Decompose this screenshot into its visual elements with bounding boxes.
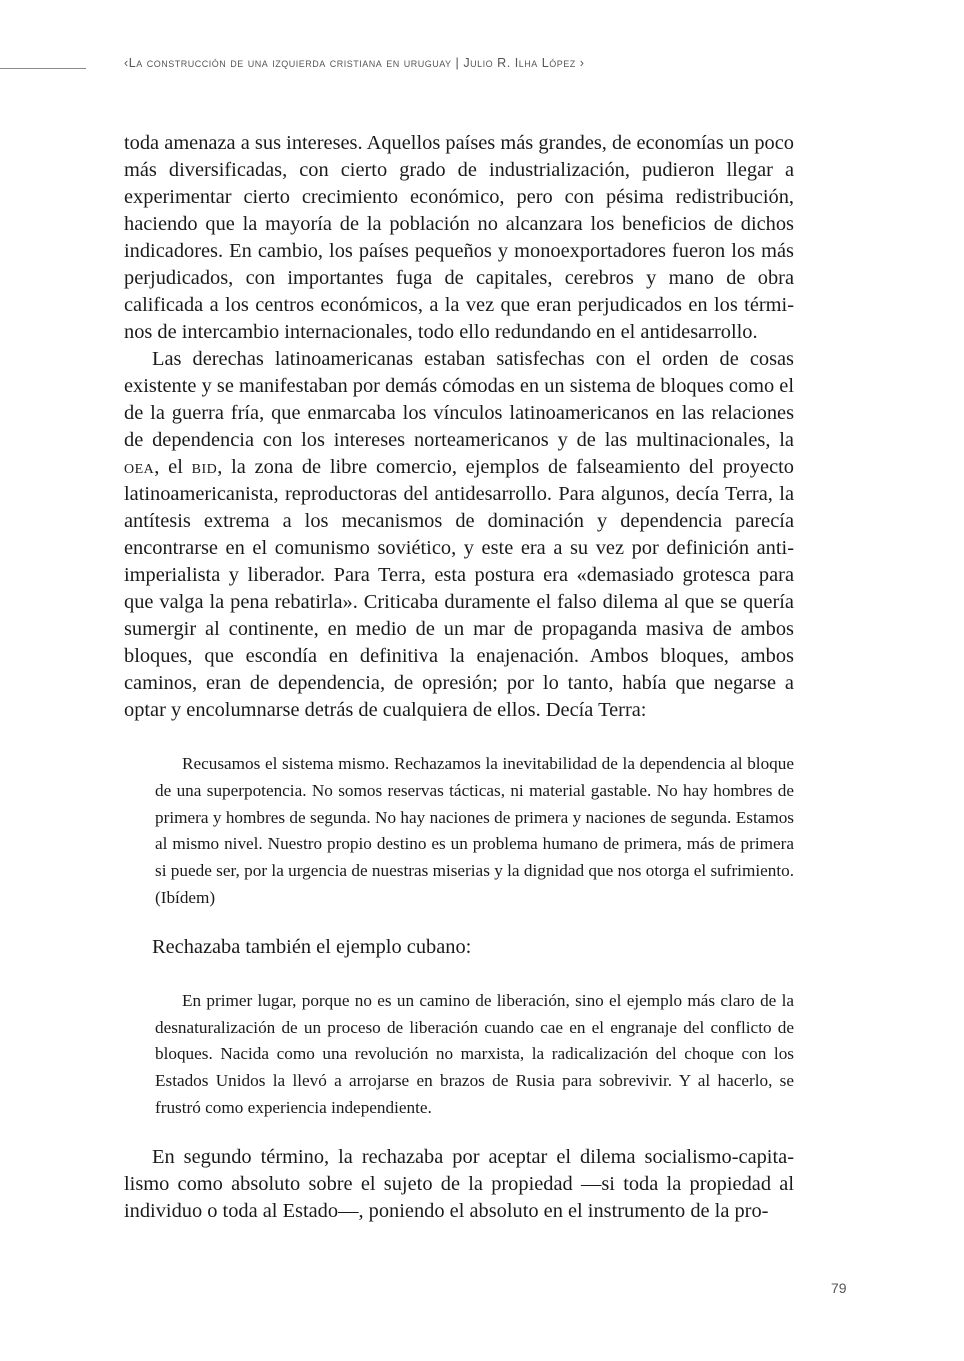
running-head-open-mark: ‹ (124, 56, 129, 70)
block-quote-1 (155, 751, 794, 912)
paragraph-2-part-a: Las derechas latinoamericanas estaban satisfechas con el orden de cosas existente y se manifestaban por demás cómodas en un sistema de bloques como el de la guerra fría, que enmarcaba los vínculos latinoamericanos en las relaciones de dependencia con los intereses norteamericanos y de las multinacionales, la (124, 348, 794, 451)
running-head (124, 56, 844, 70)
block-quote-2-text: En primer lugar, porque no es un camino de liberación, sino el ejemplo más claro de la desnaturalización de un proceso de liberación cuando cae en el engranaje del conflicto de bloques. Nacida como una revolución no marxista, la radicalización del choque con los Estados Unidos la llevó a arrojarse en brazos de Rusia para sobrevivir. Y al hacerlo, se frustró como experiencia independiente. (155, 990, 794, 1117)
abbr-bid: bid (191, 456, 218, 478)
running-head-book-title: La construcción de una izquierda cristiana en uruguay (128, 56, 452, 70)
header-rule (0, 68, 86, 69)
paragraph-1: toda amenaza a sus intereses. Aquellos países más grandes, de economías un poco más diversificadas, con cierto grado de industrialización, pudieron llegar a experimentar cierto crecimiento económico, pero con pésima redistribución, haciendo que la mayoría de la población no alcanzara los beneficios de dichos indicadores. En cambio, los países pequeños y monoexportadores fueron los más perjudicados, con importantes fuga de capitales, cerebros y mano de obra calificada a los centros económicos, a la vez que eran perjudicados en los términos de intercambio internacionales, todo ello redundando en el antidesarrollo. (124, 132, 794, 343)
paragraph-3: En segundo término, la rechazaba por aceptar el dilema socialismo-capitalismo como absoluto sobre el sujeto de la propiedad —si toda la propiedad al individuo o toda al Estado—, poniendo el absoluto en el instrumento de la pro- (124, 1145, 794, 1222)
main-text (124, 130, 794, 1225)
block-quote-2 (155, 988, 794, 1122)
abbr-oea: oea (124, 456, 155, 478)
quote-lead-in: Rechazaba también el ejemplo cubano: (152, 935, 472, 958)
running-head-author: Julio R. Ilha López (463, 56, 576, 70)
running-head-close-mark: › (575, 56, 585, 70)
running-head-separator: | (451, 56, 464, 70)
paragraph-2-part-b: , el (154, 456, 192, 478)
page-number: 79 (831, 1280, 847, 1296)
block-quote-1-text: Recusamos el sistema mismo. Rechazamos la inevitabilidad de la dependencia al bloque de una superpotencia. No somos reservas tácticas, ni material gastable. No hay hombres de primera y hombres de segunda. No hay naciones de primera y naciones de segunda. Estamos al mismo nivel. Nuestro propio destino es un problema humano de primera, más de primera si puede ser, por la urgencia de nuestras miserias y la dignidad que nos otorga el sufrimiento. (Ibídem) (155, 754, 794, 907)
paragraph-2-part-c: , la zona de libre comercio, ejemplos de falseamiento del proyecto latinoamericanista, reproductoras del antidesarrollo. Para algunos, decía Terra, la antítesis extrema a los mecanismos de dominación y dependencia parecía encontrarse en el comunismo soviético, y este era a su vez por definición antiimperialista y liberador. Para Terra, esta postura era «demasiado grotesca para que valga la pena rebatirla». Criticaba duramente el falso dilema al que se quería sumergir al continente, en medio de un mar de propaganda masiva de ambos bloques, que escondía en definitiva la enajenación. Ambos bloques, ambos caminos, eran de dependencia, de opresión; por lo tanto, había que negarse a optar y encolumnarse detrás de cualquiera de ellos. Decía Terra: (124, 456, 794, 721)
paragraph-2 (124, 346, 794, 724)
